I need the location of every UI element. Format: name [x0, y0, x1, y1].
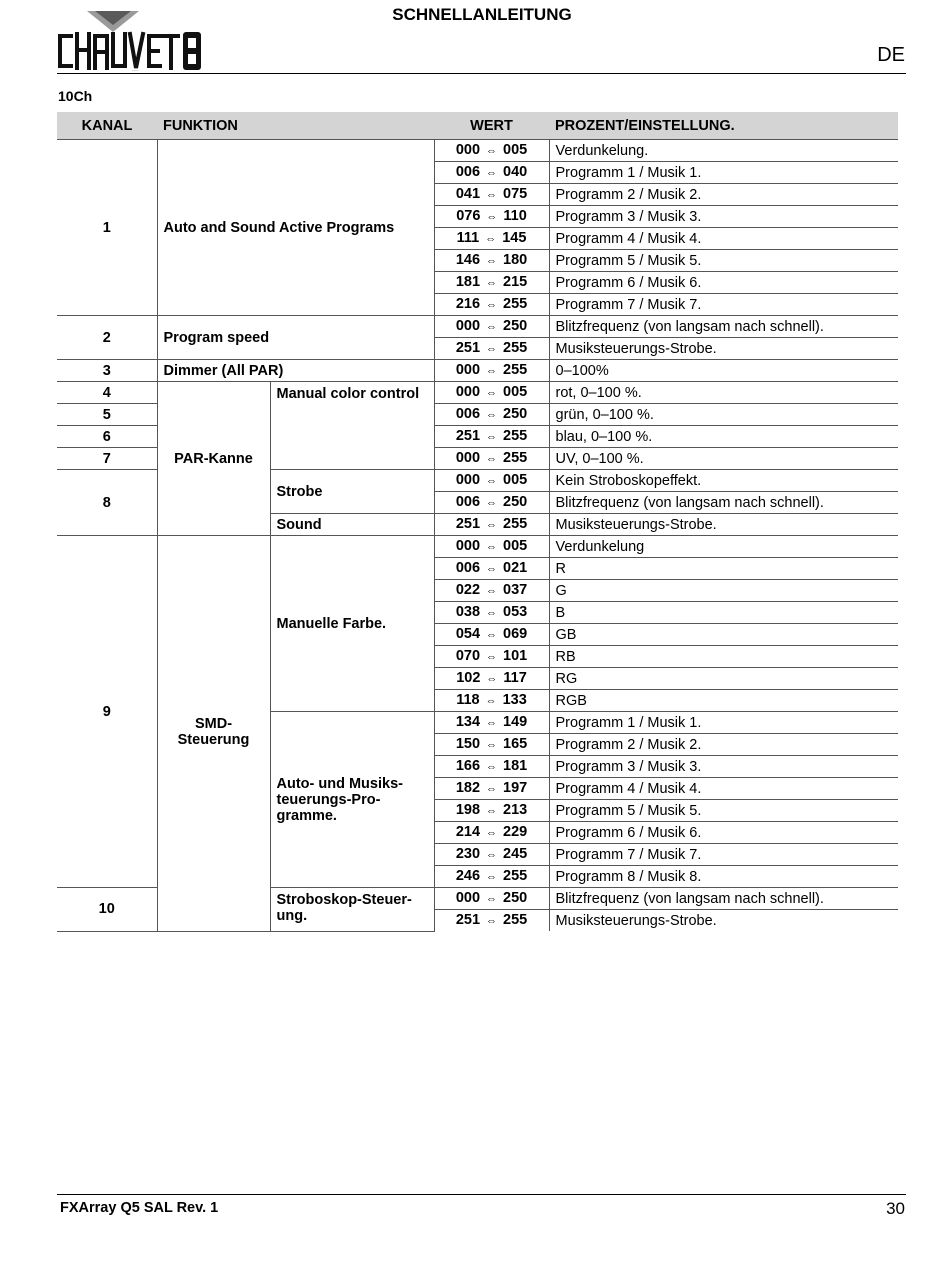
range-from: 181 [455, 274, 481, 290]
range-to: 215 [503, 274, 528, 290]
range-to: 250 [503, 494, 528, 510]
range-to: 255 [503, 296, 528, 312]
range-from: 054 [455, 626, 481, 642]
range-to: 255 [503, 868, 528, 884]
setting-cell: Blitzfrequenz (von langsam nach schnell). [549, 492, 898, 514]
double-arrow-icon: ⇔ [486, 431, 498, 443]
value-range-cell [434, 162, 549, 184]
range-from: 006 [455, 494, 481, 510]
double-arrow-icon: ⇔ [486, 827, 498, 839]
range-to: 245 [503, 846, 528, 862]
value-range-cell [434, 272, 549, 294]
range-to: 255 [503, 450, 528, 466]
double-arrow-icon: ⇔ [486, 519, 498, 531]
double-arrow-icon: ⇔ [486, 805, 498, 817]
double-arrow-icon: ⇔ [486, 739, 498, 751]
chauvet-dj-logo [57, 10, 207, 72]
group-cell: PAR-Kanne [157, 382, 270, 536]
range-to: 040 [503, 164, 528, 180]
range-from: 000 [455, 362, 481, 378]
range-from: 146 [455, 252, 481, 268]
setting-cell: Musiksteuerungs-Strobe. [549, 910, 898, 932]
setting-cell: Programm 2 / Musik 2. [549, 734, 898, 756]
range-from: 230 [455, 846, 481, 862]
setting-cell: RB [549, 646, 898, 668]
value-range-cell [434, 690, 549, 712]
range-to: 053 [503, 604, 528, 620]
range-from: 182 [455, 780, 481, 796]
value-range-cell [434, 734, 549, 756]
channel-cell: 9 [57, 536, 157, 888]
table-row [57, 360, 898, 382]
range-from: 251 [455, 428, 481, 444]
channel-cell: 3 [57, 360, 157, 382]
range-to: 110 [503, 208, 527, 224]
value-range-cell [434, 250, 549, 272]
value-range-cell [434, 338, 549, 360]
setting-cell: rot, 0–100 %. [549, 382, 898, 404]
setting-cell: Musiksteuerungs-Strobe. [549, 514, 898, 536]
setting-cell: Kein Stroboskopeffekt. [549, 470, 898, 492]
value-range-cell [434, 294, 549, 316]
range-from: 214 [455, 824, 481, 840]
header-value: WERT [434, 112, 549, 140]
double-arrow-icon: ⇔ [486, 629, 498, 641]
value-range-cell [434, 866, 549, 888]
range-to: 005 [503, 142, 528, 158]
setting-cell: Programm 7 / Musik 7. [549, 844, 898, 866]
double-arrow-icon: ⇔ [486, 717, 498, 729]
function-cell: Auto and Sound Active Programs [157, 140, 434, 316]
range-to: 021 [503, 560, 528, 576]
setting-cell: Programm 6 / Musik 6. [549, 822, 898, 844]
range-from: 006 [455, 560, 481, 576]
value-range-cell [434, 778, 549, 800]
double-arrow-icon: ⇔ [486, 871, 498, 883]
double-arrow-icon: ⇔ [486, 563, 498, 575]
subfunction-cell: Auto- und Musiks-teuerungs-Pro-gramme. [270, 712, 434, 888]
range-to: 005 [503, 384, 528, 400]
range-to: 069 [503, 626, 528, 642]
table-row [57, 536, 898, 558]
value-range-cell [434, 602, 549, 624]
setting-cell: R [549, 558, 898, 580]
range-from: 150 [455, 736, 481, 752]
setting-cell: GB [549, 624, 898, 646]
setting-cell: RGB [549, 690, 898, 712]
range-from: 000 [455, 318, 481, 334]
value-range-cell [434, 822, 549, 844]
setting-cell: Blitzfrequenz (von langsam nach schnell). [549, 316, 898, 338]
value-range-cell [434, 624, 549, 646]
setting-cell: Programm 5 / Musik 5. [549, 800, 898, 822]
range-to: 255 [503, 428, 528, 444]
channel-cell: 2 [57, 316, 157, 360]
setting-cell: Programm 1 / Musik 1. [549, 712, 898, 734]
setting-cell: blau, 0–100 %. [549, 426, 898, 448]
value-range-cell [434, 844, 549, 866]
value-range-cell [434, 382, 549, 404]
header-function: FUNKTION [157, 112, 434, 140]
range-to: 250 [503, 406, 528, 422]
header-setting: PROZENT/EINSTELLUNG. [549, 112, 898, 140]
setting-cell: Programm 5 / Musik 5. [549, 250, 898, 272]
dmx-channel-table [57, 112, 898, 932]
double-arrow-icon: ⇔ [486, 167, 498, 179]
range-from: 076 [456, 208, 481, 224]
range-from: 006 [455, 406, 481, 422]
range-from: 000 [455, 384, 481, 400]
value-range-cell [434, 646, 549, 668]
double-arrow-icon: ⇔ [486, 761, 498, 773]
value-range-cell [434, 426, 549, 448]
channel-cell: 10 [57, 888, 157, 932]
group-cell: SMD-Steuerung [157, 536, 270, 932]
range-to: 229 [503, 824, 528, 840]
double-arrow-icon: ⇔ [486, 321, 498, 333]
subfunction-cell: Manual color control [270, 382, 434, 470]
value-range-cell [434, 140, 549, 162]
value-range-cell [434, 492, 549, 514]
range-from: 216 [455, 296, 481, 312]
range-to: 037 [503, 582, 528, 598]
value-range-cell [434, 316, 549, 338]
double-arrow-icon: ⇔ [486, 453, 498, 465]
value-range-cell [434, 712, 549, 734]
range-to: 197 [503, 780, 528, 796]
range-from: 041 [455, 186, 481, 202]
setting-cell: Programm 8 / Musik 8. [549, 866, 898, 888]
table-row [57, 316, 898, 338]
double-arrow-icon: ⇔ [485, 233, 497, 245]
range-to: 117 [503, 670, 527, 686]
setting-cell: Verdunkelung [549, 536, 898, 558]
range-to: 250 [503, 318, 528, 334]
double-arrow-icon: ⇔ [486, 651, 498, 663]
double-arrow-icon: ⇔ [486, 409, 498, 421]
channel-cell: 7 [57, 448, 157, 470]
double-arrow-icon: ⇔ [486, 497, 498, 509]
value-range-cell [434, 514, 549, 536]
value-range-cell [434, 206, 549, 228]
subfunction-cell: Manuelle Farbe. [270, 536, 434, 712]
setting-cell: RG [549, 668, 898, 690]
value-range-cell [434, 228, 549, 250]
range-from: 111 [456, 230, 480, 246]
footer-document-title: FXArray Q5 SAL Rev. 1 [60, 1200, 219, 1216]
subfunction-cell: Sound [270, 514, 434, 536]
setting-cell: Verdunkelung. [549, 140, 898, 162]
double-arrow-icon: ⇔ [486, 849, 498, 861]
double-arrow-icon: ⇔ [486, 255, 498, 267]
double-arrow-icon: ⇔ [486, 299, 498, 311]
double-arrow-icon: ⇔ [486, 783, 498, 795]
table-row [57, 140, 898, 162]
range-to: 005 [503, 538, 528, 554]
range-from: 166 [455, 758, 481, 774]
range-from: 251 [455, 340, 481, 356]
setting-cell: Programm 3 / Musik 3. [549, 206, 898, 228]
double-arrow-icon: ⇔ [486, 211, 498, 223]
value-range-cell [434, 888, 549, 910]
double-arrow-icon: ⇔ [486, 585, 498, 597]
setting-cell: grün, 0–100 %. [549, 404, 898, 426]
setting-cell: Programm 1 / Musik 1. [549, 162, 898, 184]
value-range-cell [434, 536, 549, 558]
double-arrow-icon: ⇔ [485, 695, 497, 707]
double-arrow-icon: ⇔ [486, 387, 498, 399]
setting-cell: Programm 4 / Musik 4. [549, 228, 898, 250]
channel-cell: 6 [57, 426, 157, 448]
value-range-cell [434, 404, 549, 426]
double-arrow-icon: ⇔ [486, 343, 498, 355]
logo-text: CHAUVET DJ [132, 71, 139, 72]
double-arrow-icon: ⇔ [486, 607, 498, 619]
page-title: SCHNELLANLEITUNG [392, 5, 572, 24]
range-from: 006 [455, 164, 481, 180]
subfunction-cell: Strobe [270, 470, 434, 514]
setting-cell: Musiksteuerungs-Strobe. [549, 338, 898, 360]
setting-cell: B [549, 602, 898, 624]
setting-cell: Programm 2 / Musik 2. [549, 184, 898, 206]
range-from: 000 [455, 142, 481, 158]
channel-cell: 1 [57, 140, 157, 316]
section-label: 10Ch [58, 88, 93, 104]
range-from: 251 [455, 516, 481, 532]
range-to: 213 [503, 802, 528, 818]
range-to: 149 [503, 714, 528, 730]
setting-cell: 0–100% [549, 360, 898, 382]
channel-cell: 8 [57, 470, 157, 536]
double-arrow-icon: ⇔ [486, 541, 498, 553]
header-channel: KANAL [57, 112, 157, 140]
range-from: 102 [456, 670, 481, 686]
page-number: 30 [886, 1199, 905, 1218]
range-from: 070 [455, 648, 481, 664]
double-arrow-icon: ⇔ [486, 365, 498, 377]
range-from: 198 [455, 802, 481, 818]
range-to: 255 [503, 362, 528, 378]
setting-cell: Programm 4 / Musik 4. [549, 778, 898, 800]
range-to: 255 [503, 516, 528, 532]
value-range-cell [434, 580, 549, 602]
function-cell: Program speed [157, 316, 434, 360]
range-from: 251 [455, 912, 481, 928]
range-from: 022 [455, 582, 481, 598]
double-arrow-icon: ⇔ [486, 893, 498, 905]
value-range-cell [434, 668, 549, 690]
footer-divider [57, 1194, 906, 1195]
range-from: 000 [455, 450, 481, 466]
double-arrow-icon: ⇔ [486, 475, 498, 487]
range-from: 118 [456, 692, 480, 708]
setting-cell: Programm 7 / Musik 7. [549, 294, 898, 316]
double-arrow-icon: ⇔ [486, 915, 498, 927]
double-arrow-icon: ⇔ [486, 189, 498, 201]
range-from: 038 [455, 604, 481, 620]
value-range-cell [434, 470, 549, 492]
range-to: 250 [503, 890, 528, 906]
subfunction-cell: Stroboskop-Steuer-ung. [270, 888, 434, 932]
range-to: 181 [503, 758, 528, 774]
value-range-cell [434, 910, 549, 932]
range-from: 000 [455, 890, 481, 906]
range-from: 000 [455, 472, 481, 488]
range-from: 000 [455, 538, 481, 554]
value-range-cell [434, 184, 549, 206]
double-arrow-icon: ⇔ [486, 277, 498, 289]
range-to: 180 [503, 252, 528, 268]
setting-cell: Programm 6 / Musik 6. [549, 272, 898, 294]
value-range-cell [434, 800, 549, 822]
double-arrow-icon: ⇔ [486, 673, 498, 685]
range-to: 145 [502, 230, 527, 246]
channel-cell: 5 [57, 404, 157, 426]
range-to: 005 [503, 472, 528, 488]
table-row [57, 382, 898, 404]
channel-cell: 4 [57, 382, 157, 404]
language-code: DE [877, 44, 905, 66]
range-to: 165 [503, 736, 528, 752]
setting-cell: Programm 3 / Musik 3. [549, 756, 898, 778]
table-header-row [57, 112, 898, 140]
range-from: 134 [455, 714, 481, 730]
range-to: 133 [502, 692, 527, 708]
range-to: 075 [503, 186, 528, 202]
value-range-cell [434, 360, 549, 382]
value-range-cell [434, 756, 549, 778]
value-range-cell [434, 558, 549, 580]
value-range-cell [434, 448, 549, 470]
setting-cell: UV, 0–100 %. [549, 448, 898, 470]
range-from: 246 [455, 868, 481, 884]
range-to: 255 [503, 340, 528, 356]
range-to: 101 [503, 648, 528, 664]
function-cell: Dimmer (All PAR) [157, 360, 434, 382]
double-arrow-icon: ⇔ [486, 145, 498, 157]
setting-cell: G [549, 580, 898, 602]
range-to: 255 [503, 912, 528, 928]
header-divider [57, 73, 906, 74]
setting-cell: Blitzfrequenz (von langsam nach schnell). [549, 888, 898, 910]
